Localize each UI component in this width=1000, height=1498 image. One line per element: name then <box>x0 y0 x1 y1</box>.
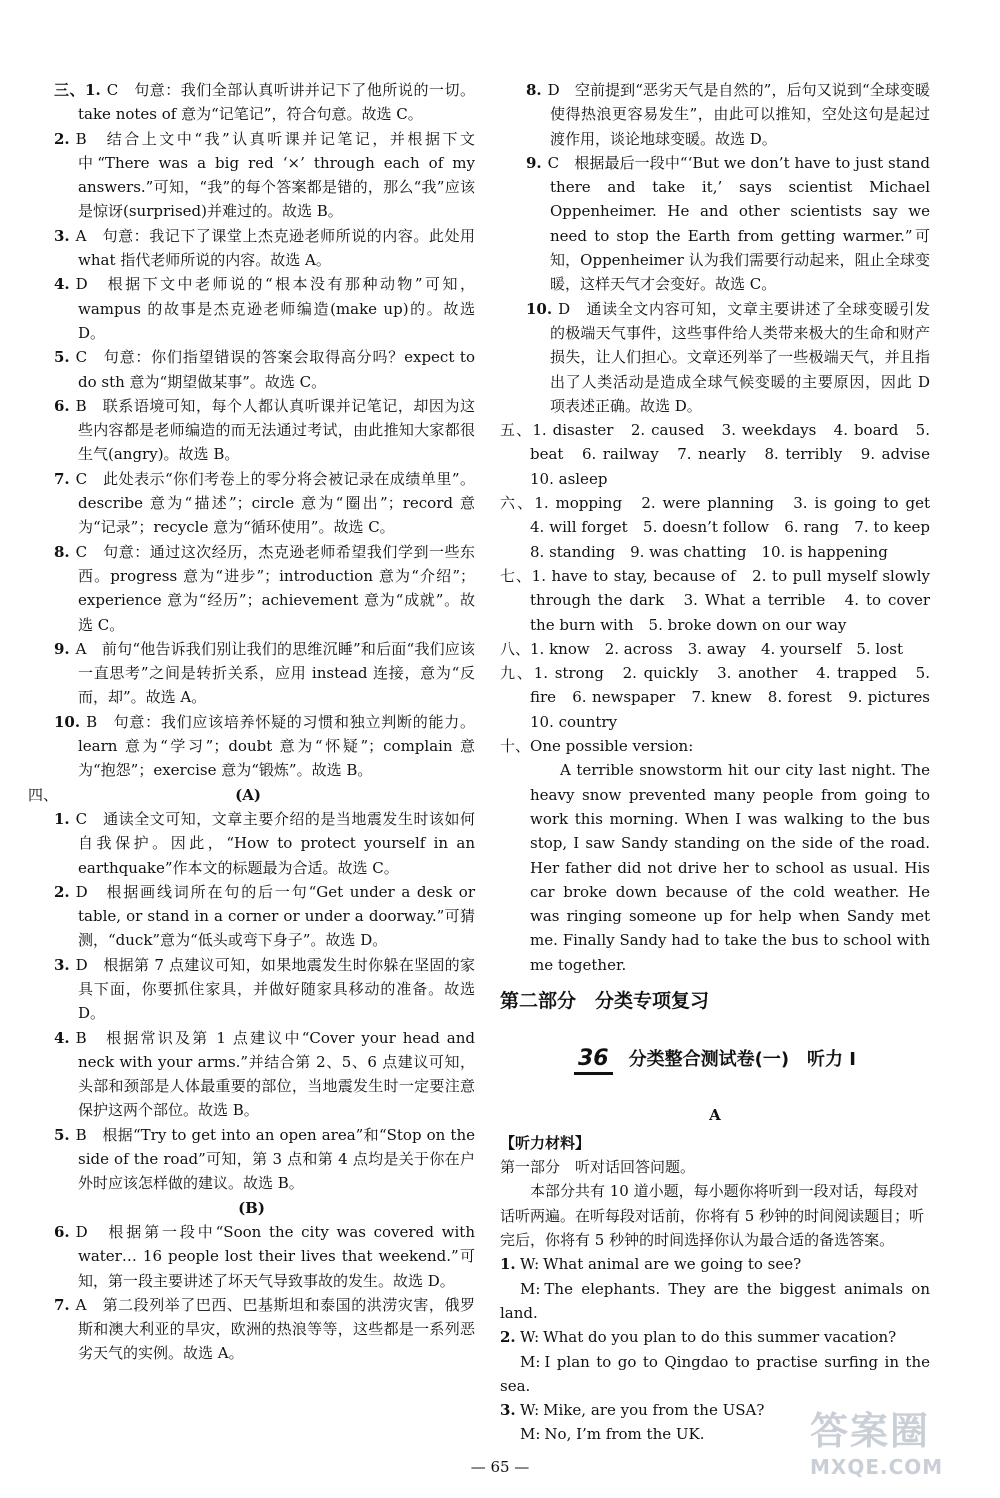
answer-text: A 句意：我记下了课堂上杰克逊老师所说的内容。此处用 what 指代老师所说的内容。故选 A。 <box>75 226 475 270</box>
answer-item <box>28 1026 475 1123</box>
model-essay: A terrible snowstorm hit our city last night. The heavy snow prevented many people from going to work this morning. When I was walking to the bus stop, I saw Sandy standing on the side of the road. Her father did not drive her to school as usual. His car broke down because of the cold weather. He was ringing someone up for help when Sandy met me. Finally Sandy had to take the bus to school with me together. <box>530 761 930 974</box>
answer-text: B 联系语境可知，每个人都认真听课并记笔记，却因为这些内容都是老师编造的而无法通过考试，由此推知大家都很生气(angry)。故选 B。 <box>75 396 475 464</box>
answer-number: 5. <box>54 1125 70 1144</box>
answer-number: 7. <box>54 1295 70 1314</box>
unit-title <box>500 1047 930 1074</box>
answer-text: D 根据第一段中“Soon the city was covered with water… 16 people lost their lives that weekend.”可知，第一段主要讲述了坏天气导致事故的发生。故选 D。 <box>75 1222 475 1290</box>
left-column <box>28 78 475 1366</box>
section-8: 八、1. know 2. across 3. away 4. yourself 5. lost <box>500 639 903 658</box>
speaker: W: <box>520 1401 540 1420</box>
answer-text: C 此处表示“你们考卷上的零分将会被记录在成绩单里”。describe 意为“描述”；circle 意为“圈出”；record 意为“记录”；recycle 意为“循环使用”。故选 C。 <box>75 469 475 537</box>
part1-heading: 第一部分 听对话回答问题。 <box>500 1158 696 1177</box>
answer-item <box>28 1293 475 1366</box>
answer-item <box>28 224 475 273</box>
section-4b-answers-cont <box>500 78 930 418</box>
speaker: M: <box>520 1425 541 1444</box>
answer-number: 10. <box>54 712 81 731</box>
answer-number: 8. <box>54 542 70 561</box>
answer-item <box>28 467 475 540</box>
answer-number: 5. <box>54 348 70 367</box>
part-title: 第二部分 分类专项复习 <box>500 989 710 1012</box>
dialogue-line <box>500 1277 930 1326</box>
dialogue-text: Mike, are you from the USA? <box>543 1401 765 1420</box>
answer-number: 3. <box>54 955 70 974</box>
speaker: W: <box>520 1328 540 1347</box>
answer-number: 6. <box>54 1222 70 1241</box>
answer-item <box>28 345 475 394</box>
answer-number: 6. <box>54 396 70 415</box>
dialogue-text: What animal are we going to see? <box>543 1255 802 1274</box>
answer-text: D 根据画线词所在句的后一句“Get under a desk or table, or stand in a corner or under a doorway.”可猜测，“duck”意为“低头或弯下身子”。故选 D。 <box>75 882 475 950</box>
answer-item <box>28 540 475 637</box>
answer-item <box>28 78 475 127</box>
speaker: W: <box>520 1255 540 1274</box>
dialogue-number: 1. <box>500 1255 516 1274</box>
answer-text: B 根据“Try to get into an open area”和“Stop on the side of the road”可知，第 3 点和第 4 点均是关于你在户外时应该怎样做的建议。故选 B。 <box>75 1125 475 1193</box>
answer-item <box>28 1220 475 1293</box>
section-4a-answers <box>28 807 475 1196</box>
dialogue-number: 3. <box>500 1401 516 1420</box>
answer-text: D 根据下文中老师说的“根本没有那种动物”可知，wampus 的故事是杰克逊老师编造(make up)的。故选 D。 <box>75 275 475 342</box>
answer-number: 4. <box>54 1028 70 1047</box>
watermark-top: 答案圈 <box>810 1409 931 1453</box>
answer-text: C 通读全文可知，文章主要介绍的是当地震发生时该如何自我保护。因此，“How to protect yourself in an earthquake”作本文的标题最为合适。故选 C。 <box>75 809 475 877</box>
answer-item <box>500 78 930 151</box>
section-4-label: 四、 (A) <box>28 783 475 807</box>
answer-number: 3. <box>54 226 70 245</box>
dialogue-text: What do you plan to do this summer vacation? <box>543 1328 897 1347</box>
watermark <box>810 1400 990 1488</box>
section-5: 五、1. disaster 2. caused 3. weekdays 4. board 5. beat 6. railway 7. nearly 8. terribly 9. advise 10. asleep <box>500 421 946 488</box>
answer-text: C 根据最后一段中“‘But we don’t have to just stand there and take it,’ says scientist Michael Oppenheimer. He and other scientists say we need to stop the Earth from getting warmer.”可知，Oppenheimer 认为我们需要行动起来，阻止全球变暖，这样天气才会变好。故选 C。 <box>547 153 930 294</box>
dialogue-text: I plan to go to Qingdao to practise surfing in the sea. <box>500 1352 930 1395</box>
answer-item <box>28 880 475 953</box>
section-7: 七、1. have to stay, because of 2. to pull myself slowly through the dark 3. What a terrible 4. to cover the burn with 5. broke down on our way <box>500 566 930 634</box>
answer-number: 9. <box>54 639 70 658</box>
unit-number: 36 <box>574 1047 613 1074</box>
dialogue-line <box>500 1325 930 1349</box>
answer-number: 7. <box>54 469 70 488</box>
speaker: M: <box>520 1352 541 1371</box>
answer-item <box>500 151 930 297</box>
listening-label: 【听力材料】 <box>500 1133 591 1152</box>
speaker: M: <box>520 1279 541 1298</box>
answer-item <box>28 953 475 1026</box>
answer-number: 8. <box>526 81 542 99</box>
answer-text: D 空前提到“恶劣天气是自然的”，后句又说到“全球变暖使得热浪更容易发生”，由此可以推知，空处这句是起过渡作用，谈论地球变暖。故选 D。 <box>547 81 930 148</box>
answer-text: D 根据第 7 点建议可知，如果地震发生时你躲在坚固的家具下面，你要抓住家具，并做好随家具移动的准备。故选 D。 <box>75 955 475 1023</box>
section-3-answers <box>28 78 475 783</box>
answer-item <box>28 394 475 467</box>
answer-text: A 前句“他告诉我们别让我们的思维沉睡”和后面“我们应该一直思考”之间是转折关系，应用 instead 连接，意为“反而，却”。故选 A。 <box>75 639 475 707</box>
answer-number: 2. <box>54 129 70 148</box>
answer-text: C 句意：我们全部认真听讲并记下了他所说的一切。take notes of 意为“记笔记”，符合句意。故选 C。 <box>78 81 475 124</box>
dialogue-number: 2. <box>500 1328 516 1347</box>
dialogue-line <box>500 1350 930 1399</box>
part1-intro: 本部分共有 10 道小题，每小题你将听到一段对话，每段对话听两遍。在听每段对话前，你将有 5 秒钟的时间阅读题目；听完后，你将有 5 秒钟的时间选择你认为最合适的备选答案。 <box>500 1182 925 1250</box>
answer-item <box>28 710 475 783</box>
answer-item <box>28 127 475 224</box>
sub-b-heading: (B) <box>238 1198 265 1217</box>
section-4b-answers <box>28 1220 475 1366</box>
answer-item <box>28 272 475 345</box>
answer-number: 1. <box>54 809 70 828</box>
right-column <box>500 78 946 1447</box>
page-number: — 65 — <box>470 1458 530 1476</box>
answer-text: D 通读全文内容可知，文章主要讲述了全球变暖引发的极端天气事件，这些事件给人类带来极大的生命和财产损失，让人们担心。文章还列举了一些极端天气，并且指出了人类活动是造成全球气候变暖的主要原因，因此 D 项表述正确。故选 D。 <box>550 299 931 415</box>
answer-item <box>500 297 930 418</box>
sub-a-heading: (A) <box>235 785 261 804</box>
section-a-heading: A <box>709 1105 721 1124</box>
section-10: 十、One possible version: <box>500 737 694 756</box>
answer-text: B 根据常识及第 1 点建议中“Cover your head and neck with your arms.”并结合第 2、5、6 点建议可知，头部和颈部是人体最重要的部位，当地震发生时一定要注意保护这两个部位。故选 B。 <box>75 1028 475 1120</box>
answer-number: 三、1. <box>54 81 101 99</box>
answer-number: 2. <box>54 882 70 901</box>
answer-item <box>28 807 475 880</box>
answer-number: 4. <box>54 275 70 294</box>
section-6: 六、1. mopping 2. were planning 3. is going to get 4. will forget 5. doesn’t follow 6. rang 7. to keep 8. standing 9. was chatting 10. is happening <box>500 494 946 561</box>
dialogue-text: No, I’m from the UK. <box>544 1425 705 1444</box>
answer-number: 10. <box>526 299 553 318</box>
answer-item <box>28 1123 475 1196</box>
unit-title-text: 分类整合测试卷(一) 听力 I <box>628 1049 857 1071</box>
answer-text: B 结合上文中“我”认真听课并记笔记，并根据下文中“There was a big red ‘×’ through each of my answers.”可知，“我”的每个答案都是错的，那么“我”应该是惊讶(surprised)并难过的。故选 B。 <box>75 129 475 221</box>
answer-text: B 句意：我们应该培养怀疑的习惯和独立判断的能力。learn 意为“学习”；doubt 意为“怀疑”；complain 意为“抱怨”；exercise 意为“锻炼”。故选 B。 <box>78 712 475 780</box>
dialogue-text: The elephants. They are the biggest animals on land. <box>500 1279 930 1322</box>
answer-number: 9. <box>526 153 542 172</box>
answer-item <box>28 637 475 710</box>
answer-text: C 句意：通过这次经历，杰克逊老师希望我们学到一些东西。progress 意为“进步”；introduction 意为“介绍”；experience 意为“经历”；achievement 意为“成就”。故选 C。 <box>75 542 475 634</box>
dialogue-line <box>500 1252 930 1276</box>
watermark-bottom: MXQE.COM <box>810 1455 944 1479</box>
answer-text: C 句意：你们指望错误的答案会取得高分吗？expect to do sth 意为“期望做某事”。故选 C。 <box>75 348 475 391</box>
answer-text: A 第二段列举了巴西、巴基斯坦和泰国的洪涝灾害，俄罗斯和澳大利亚的旱灾，欧洲的热浪等等，这些都是一系列恶劣天气的实例。故选 A。 <box>75 1295 475 1363</box>
section-9: 九、1. strong 2. quickly 3. another 4. trapped 5. fire 6. newspaper 7. knew 8. forest 9. pictures 10. country <box>500 664 946 731</box>
